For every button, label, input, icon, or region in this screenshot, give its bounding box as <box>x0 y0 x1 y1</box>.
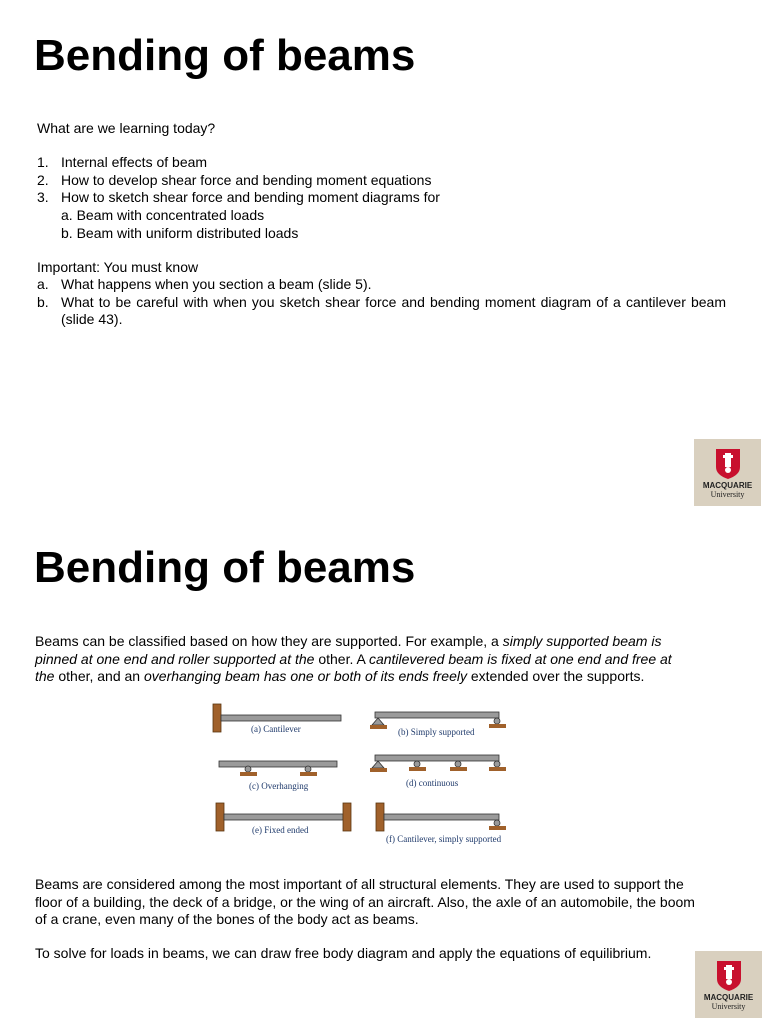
list-item: a. Beam with concentrated loads <box>61 207 265 223</box>
simply-supported-diagram <box>370 712 506 737</box>
figure-label-e: (e) Fixed ended <box>252 825 309 835</box>
important-list <box>37 276 726 329</box>
figure-label-a: (a) Cantilever <box>251 724 301 734</box>
crest-icon <box>715 959 743 992</box>
figure-label-f: (f) Cantilever, simply supported <box>386 834 502 844</box>
figure-label-c: (c) Overhanging <box>249 781 309 791</box>
logo-sub: University <box>711 1002 746 1011</box>
list-item: b. What to be careful with when you sketch shear force and bending moment diagram of a cantilever beam (slide 43). <box>37 293 726 327</box>
important-heading: Important: You must know <box>37 259 199 275</box>
intro-paragraph: Beams can be classified based on how they are supported. For example, a simply supported beam is pinned at one end and roller supported at the other. A cantilevered beam is fixed at one end and free at the other, and an overhanging beam has one or both of its ends freely extended over the supports. <box>35 633 672 684</box>
figure-label-b: (b) Simply supported <box>398 727 475 737</box>
logo-name: MACQUARIE <box>702 481 753 490</box>
sub-list <box>61 207 298 242</box>
learning-list <box>37 154 737 207</box>
list-item: a. What happens when you section a beam (slide 5). <box>37 276 372 292</box>
body-paragraph: Beams are considered among the most important of all structural elements. They are used to support the floor of a building, the deck of a bridge, or the wing of an aircraft. Also, the axle of an automobile, the boom of a crane, even many of the bones of the body act as beams. <box>35 876 695 927</box>
list-item: 3. How to sketch shear force and bending moment diagrams for <box>37 189 440 205</box>
overhanging-diagram <box>219 761 337 791</box>
university-logo <box>695 951 762 1018</box>
intro-text: What are we learning today? <box>37 120 216 136</box>
list-item: b. Beam with uniform distributed loads <box>61 224 299 241</box>
body-paragraph: To solve for loads in beams, we can draw free body diagram and apply the equations of equilibrium. <box>35 945 652 961</box>
continuous-diagram <box>370 755 506 788</box>
logo-name: MACQUARIE <box>703 993 754 1002</box>
crest-icon <box>714 447 742 480</box>
logo-sub: University <box>710 490 745 499</box>
figure-label-d: (d) continuous <box>406 778 459 788</box>
fixed-ended-diagram <box>216 803 351 835</box>
university-logo <box>694 439 761 506</box>
slide-title: Bending of beams <box>34 543 416 592</box>
cantilever-diagram <box>213 704 341 734</box>
slide-2 <box>0 512 768 1024</box>
propped-cantilever-diagram <box>376 803 506 844</box>
slide-title: Bending of beams <box>34 31 416 80</box>
beam-types-figure <box>205 700 517 852</box>
list-item: 1. Internal effects of beam <box>37 154 208 170</box>
list-item: 2. How to develop shear force and bending moment equations <box>37 171 432 188</box>
